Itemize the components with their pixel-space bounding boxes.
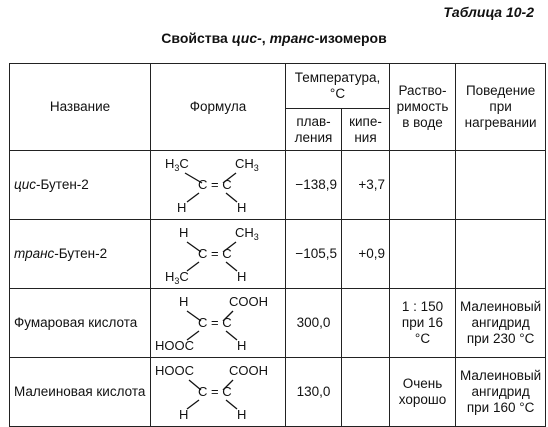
header-boiling: кипе-ния bbox=[342, 109, 390, 151]
header-melting: плав-ления bbox=[286, 109, 342, 151]
title-sep: , bbox=[261, 30, 270, 46]
table-caption: Таблица 10-2 bbox=[443, 4, 534, 20]
melting-point: −105,5 bbox=[286, 220, 342, 289]
formula-bottom-right: H bbox=[237, 338, 247, 353]
solubility: 1 : 150 при 16 °С bbox=[390, 289, 456, 358]
name-prefix: транс bbox=[14, 246, 55, 261]
heating-behavior bbox=[456, 220, 546, 289]
structural-formula bbox=[151, 220, 286, 289]
heating-behavior: Малеиновый ангидрид при 230 °С bbox=[456, 289, 546, 358]
formula-top-right: COOH bbox=[229, 294, 268, 309]
melting-point: 130,0 bbox=[286, 358, 342, 427]
title-prefix: Свойства bbox=[161, 30, 232, 46]
name-rest: Малеиновая кислота bbox=[14, 384, 146, 399]
name-rest: -Бутен-2 bbox=[54, 246, 108, 261]
title-suffix: изомеров bbox=[319, 30, 387, 46]
structural-formula bbox=[151, 358, 286, 427]
title-trans: транс- bbox=[269, 30, 320, 46]
formula-center: C = C bbox=[198, 315, 232, 330]
header-solubility: Раство-римость в воде bbox=[390, 64, 456, 151]
formula-center: C = C bbox=[198, 177, 232, 192]
formula-bottom-right: H bbox=[237, 407, 247, 422]
boiling-point bbox=[342, 358, 390, 427]
boiling-point: +3,7 bbox=[342, 151, 390, 220]
boiling-point: +0,9 bbox=[342, 220, 390, 289]
formula-bottom-left: H bbox=[179, 407, 189, 422]
formula-bottom-right: H bbox=[237, 269, 247, 284]
compound-name bbox=[10, 151, 151, 220]
name-rest: Фумаровая кислота bbox=[14, 315, 138, 330]
solubility bbox=[390, 151, 456, 220]
name-rest: -Бутен-2 bbox=[35, 177, 89, 192]
formula-top-left: H bbox=[179, 225, 189, 240]
formula-top-right: $CH_3$ bbox=[235, 156, 259, 173]
boiling-point bbox=[342, 289, 390, 358]
formula-center: C = C bbox=[198, 246, 232, 261]
table-row bbox=[10, 151, 546, 220]
formula-top-left: HOOC bbox=[155, 363, 194, 378]
title-cis: цис- bbox=[231, 30, 262, 46]
name-prefix: цис bbox=[14, 177, 36, 192]
structural-formula bbox=[151, 289, 286, 358]
formula-top-right: COOH bbox=[229, 363, 268, 378]
header-formula: Формула bbox=[151, 64, 286, 151]
compound-name bbox=[10, 220, 151, 289]
table-row bbox=[10, 220, 546, 289]
header-temperature: Температура, °С bbox=[286, 64, 390, 109]
solubility: Очень хорошо bbox=[390, 358, 456, 427]
solubility bbox=[390, 220, 456, 289]
table-row bbox=[10, 289, 546, 358]
header-name: Название bbox=[10, 64, 151, 151]
formula-center: C = C bbox=[198, 384, 232, 399]
formula-bottom-left: H bbox=[177, 200, 187, 215]
heating-behavior bbox=[456, 151, 546, 220]
header-heating: Поведение при нагревании bbox=[456, 64, 546, 151]
melting-point: 300,0 bbox=[286, 289, 342, 358]
structural-formula bbox=[151, 151, 286, 220]
compound-name bbox=[10, 289, 151, 358]
formula-top-left: $H_3C$ bbox=[165, 156, 189, 173]
melting-point: −138,9 bbox=[286, 151, 342, 220]
formula-bottom-left: $H_3C$ bbox=[165, 269, 189, 284]
table-row bbox=[10, 358, 546, 427]
table-title bbox=[0, 30, 548, 46]
formula-bottom-left: HOOC bbox=[155, 338, 194, 353]
formula-top-right: $CH_3$ bbox=[235, 225, 259, 242]
isomer-properties-table bbox=[9, 63, 546, 427]
compound-name bbox=[10, 358, 151, 427]
formula-top-left: H bbox=[179, 294, 189, 309]
heating-behavior: Малеиновый ангидрид при 160 °С bbox=[456, 358, 546, 427]
formula-bottom-right: H bbox=[237, 200, 247, 215]
